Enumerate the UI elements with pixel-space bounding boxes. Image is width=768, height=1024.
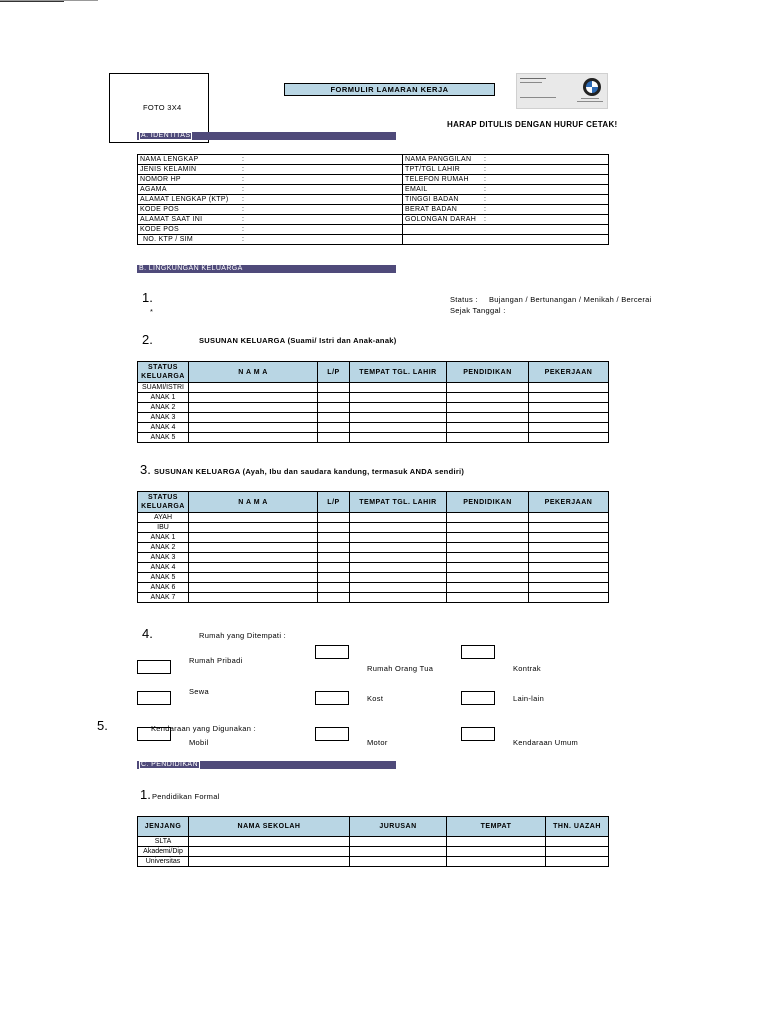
identity-right-value[interactable] [482,185,609,195]
table-cell[interactable] [318,383,350,393]
table-cell[interactable] [447,433,529,443]
identity-left-value[interactable] [240,205,403,215]
table-cell[interactable] [447,553,529,563]
table-cell[interactable] [318,593,350,603]
status-label: Status : [450,295,478,304]
item-1-star: * [150,307,154,316]
table-cell[interactable] [318,533,350,543]
identity-left-value[interactable] [240,175,403,185]
table-row [138,403,609,413]
table-cell[interactable] [546,847,609,857]
identity-right-label [403,225,483,235]
identity-right-value[interactable] [482,225,609,235]
table-cell[interactable] [447,403,529,413]
identity-right-label: TPT/TGL LAHIR [403,165,483,175]
identity-row [138,155,609,165]
option-sewa: Sewa [189,687,209,696]
table-cell[interactable] [447,413,529,423]
col-nama: N A M A [189,362,318,383]
table-cell[interactable] [350,403,447,413]
table-cell[interactable] [318,543,350,553]
table-cell[interactable] [189,563,318,573]
logo-caption [575,98,605,102]
table-cell[interactable] [189,403,318,413]
identity-right-value[interactable] [482,205,609,215]
colon: : [242,176,245,183]
table-cell[interactable] [350,413,447,423]
colon: : [242,226,245,233]
colon: : [242,206,245,213]
edu-item-1-number: 1. [140,787,151,802]
row-label: ANAK 4 [138,563,189,573]
row-label: ANAK 5 [138,573,189,583]
company-logo [516,73,608,109]
identity-left-label: KODE POS [138,225,241,235]
identity-row [138,225,609,235]
identity-right-label: BERAT BADAN [403,205,483,215]
table-cell[interactable] [189,583,318,593]
table-cell[interactable] [529,393,609,403]
checkbox-motor[interactable] [315,727,349,741]
section-b-header [137,265,396,273]
identity-left-label: ALAMAT SAAT INI [138,215,241,225]
table-row [138,523,609,533]
table-cell[interactable] [318,403,350,413]
row-label: ANAK 1 [138,533,189,543]
item-3-number: 3. [140,462,151,477]
table-cell[interactable] [189,543,318,553]
table-row [138,583,609,593]
table-cell[interactable] [189,433,318,443]
table-cell[interactable] [189,523,318,533]
table-cell[interactable] [529,523,609,533]
colon: : [242,166,245,173]
table-row [138,393,609,403]
table-cell[interactable] [350,543,447,553]
col-nama: N A M A [189,492,318,513]
table-cell[interactable] [447,593,529,603]
table-cell[interactable] [447,393,529,403]
row-label: AYAH [138,513,189,523]
table-cell[interactable] [447,837,546,847]
item-5-number: 5. [97,718,108,733]
table-cell[interactable] [447,543,529,553]
table-row [138,513,609,523]
table-cell[interactable] [529,593,609,603]
table-cell[interactable] [189,533,318,543]
row-label: ANAK 5 [138,433,189,443]
identity-left-label: JENIS KELAMIN [138,165,241,175]
row-label: ANAK 7 [138,593,189,603]
row-label: ANAK 4 [138,423,189,433]
colon: : [484,156,487,163]
table-cell[interactable] [318,423,350,433]
row-label: ANAK 2 [138,403,189,413]
identity-right-label: TELEFON RUMAH [403,175,483,185]
identity-left-value[interactable] [240,215,403,225]
item-2-title: SUSUNAN KELUARGA (Suami/ Istri dan Anak-anak) [199,336,397,345]
col-pendidikan: PENDIDIKAN [447,492,529,513]
colon: : [484,206,487,213]
table-row [138,553,609,563]
table-cell[interactable] [447,523,529,533]
table-cell[interactable] [529,563,609,573]
row-label: IBU [138,523,189,533]
table-row [138,433,609,443]
table-cell[interactable] [318,573,350,583]
identity-row [138,205,609,215]
bmw-logo-icon [583,78,601,96]
table-cell[interactable] [189,847,350,857]
section-c-header [137,761,396,769]
table-cell[interactable] [447,513,529,523]
section-b-title: B. LINGKUNGAN KELUARGA [139,265,243,272]
identity-left-label: KODE POS [138,205,241,215]
table-cell[interactable] [529,433,609,443]
table-cell[interactable] [189,553,318,563]
table-row [138,533,609,543]
table-cell[interactable] [447,583,529,593]
col-pendidikan: PENDIDIKAN [447,362,529,383]
table-cell[interactable] [529,533,609,543]
table-row [138,383,609,393]
item-4-number: 4. [142,626,153,641]
colon: : [484,216,487,223]
identity-row [138,175,609,185]
identity-left-value[interactable] [240,155,403,165]
identity-left-label: NO. KTP / SIM [138,235,241,245]
table-cell[interactable] [350,563,447,573]
table-row [138,837,609,847]
identity-right-value[interactable] [482,215,609,225]
table-cell[interactable] [447,533,529,543]
table-cell[interactable] [546,857,609,867]
identity-left-label: ALAMAT LENGKAP (KTP) [138,195,241,205]
row-label: Universitas [138,857,189,867]
checkbox-kontrak[interactable] [461,645,495,659]
table-cell[interactable] [447,857,546,867]
identity-left-value[interactable] [240,165,403,175]
identity-right-label [403,235,483,245]
status-options: Bujangan / Bertunangan / Menikah / Bercerai [489,295,652,304]
table-cell[interactable] [318,563,350,573]
table-cell[interactable] [529,383,609,393]
identity-row [138,215,609,225]
checkbox-sewa[interactable] [137,691,171,705]
table-cell[interactable] [447,573,529,583]
colon: : [484,186,487,193]
table-cell[interactable] [529,553,609,563]
checkbox-rumah-orang-tua[interactable] [315,645,349,659]
identity-table [137,154,609,245]
colon: : [242,186,245,193]
row-label: ANAK 3 [138,413,189,423]
row-label: Akademi/Dip [138,847,189,857]
table-cell[interactable] [529,423,609,433]
option-kendaraan-umum: Kendaraan Umum [513,738,579,747]
identity-row [138,185,609,195]
identity-left-label: NOMOR HP [138,175,241,185]
col-nama-sekolah: NAMA SEKOLAH [189,817,350,837]
identity-right-label: NAMA PANGGILAN [403,155,483,165]
option-rumah-orang-tua: Rumah Orang Tua [367,664,434,673]
row-label: SLTA [138,837,189,847]
table-cell[interactable] [350,393,447,403]
table-row [138,593,609,603]
since-label: Sejak Tanggal : [450,306,506,315]
identity-row [138,235,609,245]
colon: : [484,166,487,173]
item-4-title: Rumah yang Ditempati : [199,631,287,640]
identity-left-value[interactable] [240,225,403,235]
table-row [138,847,609,857]
row-label: ANAK 6 [138,583,189,593]
col-tempat: TEMPAT TGL. LAHIR [350,362,447,383]
item-5-title: Kendaraan yang Digunakan : [151,724,256,733]
table-row [138,573,609,583]
col-tempat: TEMPAT [447,817,546,837]
table-cell[interactable] [350,433,447,443]
item-1-number: 1. [142,290,153,305]
col-thn-ijazah: THN. UAZAH [546,817,609,837]
section-a-header [137,132,396,140]
item-3-title: SUSUNAN KELUARGA (Ayah, Ibu dan saudara kandung, termasuk ANDA sendiri) [154,467,465,476]
row-label: ANAK 1 [138,393,189,403]
col-pekerjaan: PEKERJAAN [529,492,609,513]
table-cell[interactable] [447,383,529,393]
photo-label: FOTO 3X4 [143,103,182,112]
table-cell[interactable] [189,383,318,393]
identity-right-value[interactable] [482,165,609,175]
table-row [138,423,609,433]
family-table-1 [137,361,609,443]
table-cell[interactable] [529,403,609,413]
colon: : [242,196,245,203]
table-cell[interactable] [189,593,318,603]
option-kost: Kost [367,694,384,703]
identity-row [138,165,609,175]
identity-left-value[interactable] [240,185,403,195]
identity-row [138,195,609,205]
table-cell[interactable] [189,573,318,583]
identity-right-value[interactable] [482,175,609,185]
checkbox-kendaraan-umum[interactable] [461,727,495,741]
table-cell[interactable] [350,513,447,523]
table-cell[interactable] [350,583,447,593]
section-a-title: A. IDENTITAS [141,132,191,139]
identity-left-value[interactable] [240,235,403,245]
identity-right-label: GOLONGAN DARAH [403,215,483,225]
logo-text [520,76,562,106]
table-row [138,413,609,423]
table-cell[interactable] [529,583,609,593]
edu-item-1-title: Pendidikan Formal [152,792,220,801]
table-cell[interactable] [350,857,447,867]
table-cell[interactable] [350,383,447,393]
col-pekerjaan: PEKERJAAN [529,362,609,383]
table-cell[interactable] [529,573,609,583]
table-cell[interactable] [318,553,350,563]
table-cell[interactable] [318,513,350,523]
table-cell[interactable] [318,583,350,593]
checkbox-rumah-pribadi[interactable] [137,660,171,674]
family-table-2 [137,491,609,603]
form-title: FORMULIR LAMARAN KERJA [284,83,495,96]
table-cell[interactable] [350,533,447,543]
table-cell[interactable] [546,837,609,847]
colon: : [242,216,245,223]
identity-left-label: NAMA LENGKAP [138,155,241,165]
table-cell[interactable] [189,413,318,423]
row-label: ANAK 2 [138,543,189,553]
col-jurusan: JURUSAN [350,817,447,837]
table-cell[interactable] [318,523,350,533]
identity-right-value[interactable] [482,195,609,205]
identity-left-label: AGAMA [138,185,241,195]
option-kontrak: Kontrak [513,664,541,673]
identity-right-value[interactable] [482,155,609,165]
col-jenjang: JENJANG [138,817,189,837]
option-mobil: Mobil [189,738,209,747]
checkbox-lain-lain[interactable] [461,691,495,705]
colon: : [484,176,487,183]
table-cell[interactable] [189,837,350,847]
table-row [138,857,609,867]
table-cell[interactable] [529,513,609,523]
col-lp: L/P [318,492,350,513]
colon: : [242,156,245,163]
row-label: ANAK 3 [138,553,189,563]
table-row [138,563,609,573]
item-2-number: 2. [142,332,153,347]
table-cell[interactable] [350,573,447,583]
col-status: STATUS KELUARGA [138,492,189,513]
col-tempat: TEMPAT TGL. LAHIR [350,492,447,513]
identity-right-label: EMAIL [403,185,483,195]
table-cell[interactable] [350,423,447,433]
table-cell[interactable] [529,543,609,553]
table-cell[interactable] [447,563,529,573]
table-row [138,543,609,553]
identity-right-value[interactable] [482,235,609,245]
section-c-title: C. PENDIDIKAN [141,761,198,768]
table-cell[interactable] [189,423,318,433]
colon: : [484,196,487,203]
option-lain-lain: Lain-lain [513,694,545,703]
table-cell[interactable] [350,593,447,603]
instruction-text: HARAP DITULIS DENGAN HURUF CETAK! [447,120,618,129]
table-cell[interactable] [529,413,609,423]
table-cell[interactable] [318,413,350,423]
table-cell[interactable] [350,847,447,857]
table-cell[interactable] [350,837,447,847]
checkbox-kost[interactable] [315,691,349,705]
table-cell[interactable] [447,423,529,433]
col-lp: L/P [318,362,350,383]
table-cell[interactable] [189,857,350,867]
education-table [137,816,609,867]
row-label: SUAMI/ISTRI [138,383,189,393]
table-cell[interactable] [447,847,546,857]
table-cell[interactable] [189,513,318,523]
table-cell[interactable] [350,553,447,563]
table-cell[interactable] [350,523,447,533]
colon: : [242,236,245,243]
table-cell[interactable] [189,393,318,403]
table-cell[interactable] [318,433,350,443]
option-rumah-pribadi: Rumah Pribadi [189,656,243,665]
top-rule-thin [0,0,98,1]
table-cell[interactable] [318,393,350,403]
option-motor: Motor [367,738,388,747]
identity-left-value[interactable] [240,195,403,205]
identity-right-label: TINGGI BADAN [403,195,483,205]
col-status: STATUS KELUARGA [138,362,189,383]
